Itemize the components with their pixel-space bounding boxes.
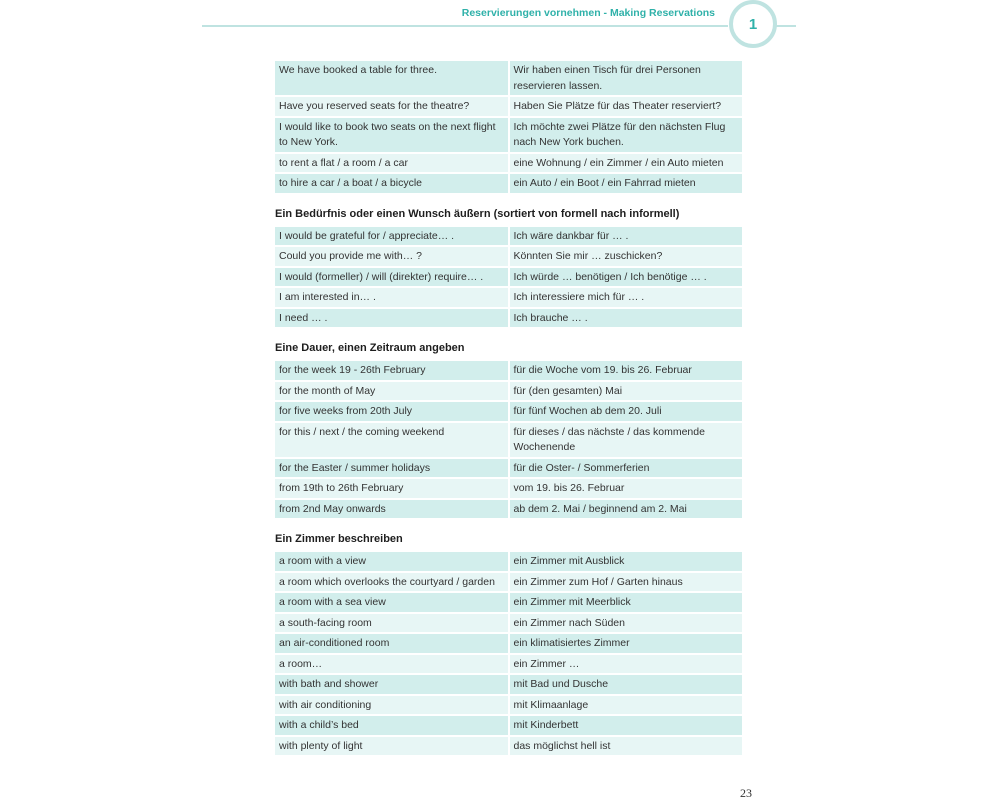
german-translation: Ich möchte zwei Plätze für den nächsten Flug nach New York buchen. — [510, 118, 743, 152]
running-header-title: Reservierungen vornehmen - Making Reservations — [461, 7, 715, 19]
vocab-table — [275, 550, 742, 757]
english-phrase: I would (formeller) / will (direkter) require… . — [275, 268, 510, 287]
chapter-number: 1 — [748, 15, 758, 33]
vocab-section — [275, 59, 742, 195]
german-translation: mit Bad und Dusche — [510, 675, 743, 694]
table-row — [275, 459, 742, 478]
table-row — [275, 268, 742, 287]
english-phrase: to rent a flat / a room / a car — [275, 154, 510, 173]
table-row — [275, 247, 742, 266]
table-row — [275, 479, 742, 498]
section-heading: Eine Dauer, einen Zeitraum angeben — [275, 342, 465, 354]
english-phrase: Could you provide me with… ? — [275, 247, 510, 266]
english-phrase: a room with a sea view — [275, 593, 510, 612]
german-translation: ein klimatisiertes Zimmer — [510, 634, 743, 653]
vocabulary-content — [275, 59, 742, 757]
english-phrase: for the Easter / summer holidays — [275, 459, 510, 478]
german-translation: für die Woche vom 19. bis 26. Februar — [510, 361, 743, 380]
german-translation: ein Zimmer zum Hof / Garten hinaus — [510, 573, 743, 592]
table-row — [275, 288, 742, 307]
english-phrase: with bath and shower — [275, 675, 510, 694]
german-translation: für die Oster- / Sommerferien — [510, 459, 743, 478]
table-row — [275, 402, 742, 421]
table-row — [275, 97, 742, 116]
german-translation: mit Klimaanlage — [510, 696, 743, 715]
english-phrase: I am interested in… . — [275, 288, 510, 307]
english-phrase: with a child’s bed — [275, 716, 510, 735]
header-rule — [202, 25, 728, 27]
table-row — [275, 500, 742, 519]
english-phrase: a south-facing room — [275, 614, 510, 633]
vocab-section — [275, 339, 742, 520]
english-phrase: a room with a view — [275, 552, 510, 571]
german-translation: das möglichst hell ist — [510, 737, 743, 756]
english-phrase: with plenty of light — [275, 737, 510, 756]
vocab-table — [275, 359, 742, 520]
german-translation: Wir haben einen Tisch für drei Personen reservieren lassen. — [510, 61, 743, 95]
table-row — [275, 614, 742, 633]
table-row — [275, 61, 742, 95]
table-row — [275, 227, 742, 246]
vocab-section — [275, 205, 742, 330]
english-phrase: an air-conditioned room — [275, 634, 510, 653]
table-row — [275, 634, 742, 653]
german-translation: ein Zimmer mit Ausblick — [510, 552, 743, 571]
english-phrase: for five weeks from 20th July — [275, 402, 510, 421]
vocab-table — [275, 59, 742, 195]
section-heading: Ein Zimmer beschreiben — [275, 533, 403, 545]
english-phrase: for the week 19 - 26th February — [275, 361, 510, 380]
german-translation: Ich interessiere mich für … . — [510, 288, 743, 307]
german-translation: Ich brauche … . — [510, 309, 743, 328]
english-phrase: I need … . — [275, 309, 510, 328]
english-phrase: I would like to book two seats on the next flight to New York. — [275, 118, 510, 152]
table-row — [275, 675, 742, 694]
table-row — [275, 361, 742, 380]
english-phrase: Have you reserved seats for the theatre? — [275, 97, 510, 116]
table-row — [275, 593, 742, 612]
table-row — [275, 423, 742, 457]
chapter-number-badge — [729, 0, 777, 48]
table-row — [275, 737, 742, 756]
german-translation: ein Zimmer nach Süden — [510, 614, 743, 633]
german-translation: eine Wohnung / ein Zimmer / ein Auto mieten — [510, 154, 743, 173]
german-translation: für dieses / das nächste / das kommende Wochenende — [510, 423, 743, 457]
english-phrase: We have booked a table for three. — [275, 61, 510, 95]
german-translation: ab dem 2. Mai / beginnend am 2. Mai — [510, 500, 743, 519]
english-phrase: for this / next / the coming weekend — [275, 423, 510, 457]
table-row — [275, 382, 742, 401]
german-translation: Ich würde … benötigen / Ich benötige … . — [510, 268, 743, 287]
english-phrase: a room which overlooks the courtyard / garden — [275, 573, 510, 592]
table-row — [275, 696, 742, 715]
table-row — [275, 118, 742, 152]
english-phrase: to hire a car / a boat / a bicycle — [275, 174, 510, 193]
german-translation: ein Auto / ein Boot / ein Fahrrad mieten — [510, 174, 743, 193]
section-heading: Ein Bedürfnis oder einen Wunsch äußern (sortiert von formell nach informell) — [275, 207, 680, 220]
german-translation: für fünf Wochen ab dem 20. Juli — [510, 402, 743, 421]
table-row — [275, 174, 742, 193]
table-row — [275, 716, 742, 735]
german-translation: ein Zimmer mit Meerblick — [510, 593, 743, 612]
table-row — [275, 552, 742, 571]
german-translation: ein Zimmer … — [510, 655, 743, 674]
page-number: 23 — [740, 786, 752, 800]
german-translation: für (den gesamten) Mai — [510, 382, 743, 401]
table-row — [275, 655, 742, 674]
german-translation: Könnten Sie mir … zuschicken? — [510, 247, 743, 266]
english-phrase: from 19th to 26th February — [275, 479, 510, 498]
table-row — [275, 573, 742, 592]
german-translation: Haben Sie Plätze für das Theater reserviert? — [510, 97, 743, 116]
german-translation: mit Kinderbett — [510, 716, 743, 735]
english-phrase: from 2nd May onwards — [275, 500, 510, 519]
vocab-table — [275, 225, 742, 330]
table-row — [275, 309, 742, 328]
english-phrase: with air conditioning — [275, 696, 510, 715]
english-phrase: for the month of May — [275, 382, 510, 401]
header-rule-right — [774, 25, 796, 27]
german-translation: Ich wäre dankbar für … . — [510, 227, 743, 246]
vocab-section — [275, 530, 742, 757]
english-phrase: I would be grateful for / appreciate… . — [275, 227, 510, 246]
table-row — [275, 154, 742, 173]
german-translation: vom 19. bis 26. Februar — [510, 479, 743, 498]
english-phrase: a room… — [275, 655, 510, 674]
